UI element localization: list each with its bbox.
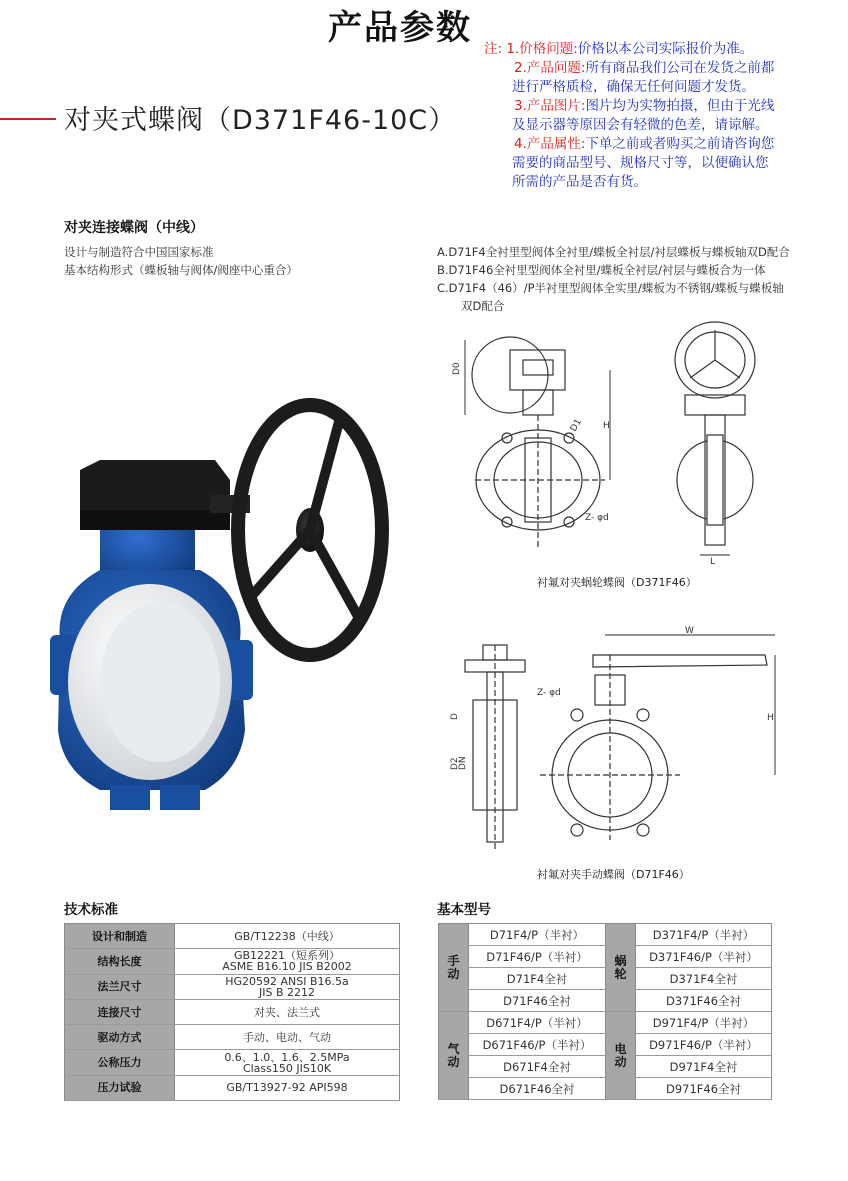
table-row (65, 1075, 400, 1100)
model-cell: D71F46全衬 (469, 990, 606, 1012)
desc-right-line-a: A.D71F4全衬里型阀体全衬里/蝶板全衬层/衬层蝶板与蝶板轴双D配合 (437, 245, 790, 259)
section-title: 对夹连接蝶阀（中线） (64, 220, 204, 236)
std-value-line: 手动、电动、气动 (243, 1030, 331, 1044)
notice-cont-4: 需要的商品型号、规格尺寸等，以便确认您 (512, 155, 769, 171)
page-title: 产品参数 (328, 8, 472, 48)
title-accent-line (0, 118, 56, 120)
std-value-line: JIS B 2212 (258, 985, 315, 999)
model-cell: D371F46全衬 (636, 990, 772, 1012)
label-z: Z- φd (585, 513, 609, 523)
table-row (439, 968, 772, 990)
model-cell: D971F4/P（半衬） (636, 1012, 772, 1034)
caption-worm-gear: 衬氟对夹蜗轮蝶阀（D371F46） (537, 576, 697, 589)
notice-block (484, 40, 834, 192)
label-d1: D1 (568, 417, 584, 434)
std-key: 公称压力 (65, 1050, 175, 1075)
model-cell: D71F4全衬 (469, 968, 606, 990)
std-key: 压力试验 (65, 1075, 175, 1100)
table-row (439, 1012, 772, 1034)
group-label-text: 手动 (447, 953, 460, 981)
table-row (439, 1034, 772, 1056)
notice-label-1: 1.价格问题: (506, 41, 578, 57)
std-value-line: HG20592 ANSI B16.5a (225, 974, 349, 988)
notice-label-3: 3.产品图片: (514, 98, 586, 114)
model-cell: D671F4全衬 (469, 1056, 606, 1078)
model-cell: D671F4/P（半衬） (469, 1012, 606, 1034)
drawing-worm-gear-valve (445, 320, 785, 565)
std-value-line: GB12221（短系列） (233, 949, 341, 963)
std-value (175, 1025, 400, 1050)
std-value (175, 1050, 400, 1075)
group-label-electric (606, 1012, 636, 1100)
notice-cont-2: 进行严格质检，确保无任何问题才发货。 (512, 79, 755, 95)
table-row (65, 949, 400, 974)
label-d0: D0 (452, 362, 462, 375)
std-title: 技术标准 (64, 902, 118, 918)
notice-text-3: 图片均为实物拍摄，但由于光线 (585, 98, 775, 114)
std-value (175, 949, 400, 974)
group-label-manual (439, 924, 469, 1012)
std-value (175, 1075, 400, 1100)
group-label-pneumatic (439, 1012, 469, 1100)
drawing-manual-valve (445, 625, 785, 855)
table-row (439, 946, 772, 968)
product-title: 对夹式蝶阀（D371F46-10C） (64, 105, 457, 136)
table-row (439, 924, 772, 946)
label-d: D (450, 713, 460, 720)
table-row (439, 990, 772, 1012)
desc-left-line-2: 基本结构形式（蝶板轴与阀体/阀座中心重合） (64, 263, 298, 277)
section-desc-left (64, 243, 298, 279)
model-cell: D71F4/P（半衬） (469, 924, 606, 946)
label-d2: D2 (450, 757, 460, 770)
desc-right-line-c: C.D71F4（46）/P半衬里型阀体全实里/蝶板为不锈钢/蝶板与蝶板轴 (437, 281, 784, 295)
notice-text-4: 下单之前或者购买之前请咨询您 (585, 136, 775, 152)
std-value-line: Class150 JIS10K (242, 1061, 332, 1075)
model-cell: D971F46全衬 (636, 1078, 772, 1100)
caption-manual: 衬氟对夹手动蝶阀（D71F46） (537, 868, 690, 881)
std-value-line: ASME B16.10 JIS B2002 (222, 960, 352, 974)
std-value (175, 974, 400, 999)
std-value (175, 924, 400, 949)
label-h: H (603, 421, 610, 431)
notice-label-4: 4.产品属性: (514, 136, 586, 152)
model-cell: D371F4/P（半衬） (636, 924, 772, 946)
model-cell: D371F4全衬 (636, 968, 772, 990)
std-key: 连接尺寸 (65, 999, 175, 1024)
table-row (439, 1056, 772, 1078)
model-cell: D371F46/P（半衬） (636, 946, 772, 968)
desc-right-line-b: B.D71F46全衬里型阀体全衬里/蝶板全衬层/衬层与蝶板合为一体 (437, 263, 766, 277)
desc-left-line-1: 设计与制造符合中国国家标准 (64, 245, 214, 259)
table-row (65, 999, 400, 1024)
table-row (65, 924, 400, 949)
std-table (64, 923, 400, 1101)
model-cell: D71F46/P（半衬） (469, 946, 606, 968)
group-label-text: 电动 (614, 1041, 627, 1069)
std-key: 结构长度 (65, 949, 175, 974)
std-key: 驱动方式 (65, 1025, 175, 1050)
group-label-worm (606, 924, 636, 1012)
std-key: 设计和制造 (65, 924, 175, 949)
model-cell: D671F46/P（半衬） (469, 1034, 606, 1056)
std-value-line: 0.6、1.0、1.6、2.5MPa (224, 1050, 350, 1064)
std-value (175, 999, 400, 1024)
std-value-line: GB/T12238（中线） (234, 929, 340, 943)
label-z2: Z- φd (537, 688, 561, 698)
notice-text-2: 所有商品我们公司在发货之前都 (585, 60, 775, 76)
section-desc-right (437, 243, 817, 315)
table-row (65, 1050, 400, 1075)
model-cell: D971F4全衬 (636, 1056, 772, 1078)
notice-text-1: 价格以本公司实际报价为准。 (577, 41, 754, 57)
notice-cont-4b: 所需的产品是否有货。 (512, 174, 647, 190)
std-value-line: 对夹、法兰式 (254, 1005, 320, 1019)
std-value-line: GB/T13927-92 API598 (226, 1081, 348, 1095)
table-row (65, 974, 400, 999)
label-l: L (710, 557, 716, 565)
model-cell: D971F46/P（半衬） (636, 1034, 772, 1056)
label-h2: H (767, 713, 774, 723)
group-label-text: 气动 (447, 1041, 460, 1069)
label-dn: DN (458, 756, 468, 770)
std-key: 法兰尺寸 (65, 974, 175, 999)
model-title: 基本型号 (437, 902, 491, 918)
model-cell: D671F46全衬 (469, 1078, 606, 1100)
table-row (439, 1078, 772, 1100)
table-row (65, 1025, 400, 1050)
label-w: W (685, 626, 694, 636)
notice-cont-3: 及显示器等原因会有轻微的色差，请谅解。 (512, 117, 769, 133)
valve-photo (40, 390, 400, 830)
desc-right-line-c2: 双D配合 (461, 299, 505, 313)
group-label-text: 蜗轮 (614, 953, 627, 981)
model-table (438, 923, 772, 1100)
notice-prefix: 注: (484, 41, 503, 57)
notice-label-2: 2.产品问题: (514, 60, 586, 76)
